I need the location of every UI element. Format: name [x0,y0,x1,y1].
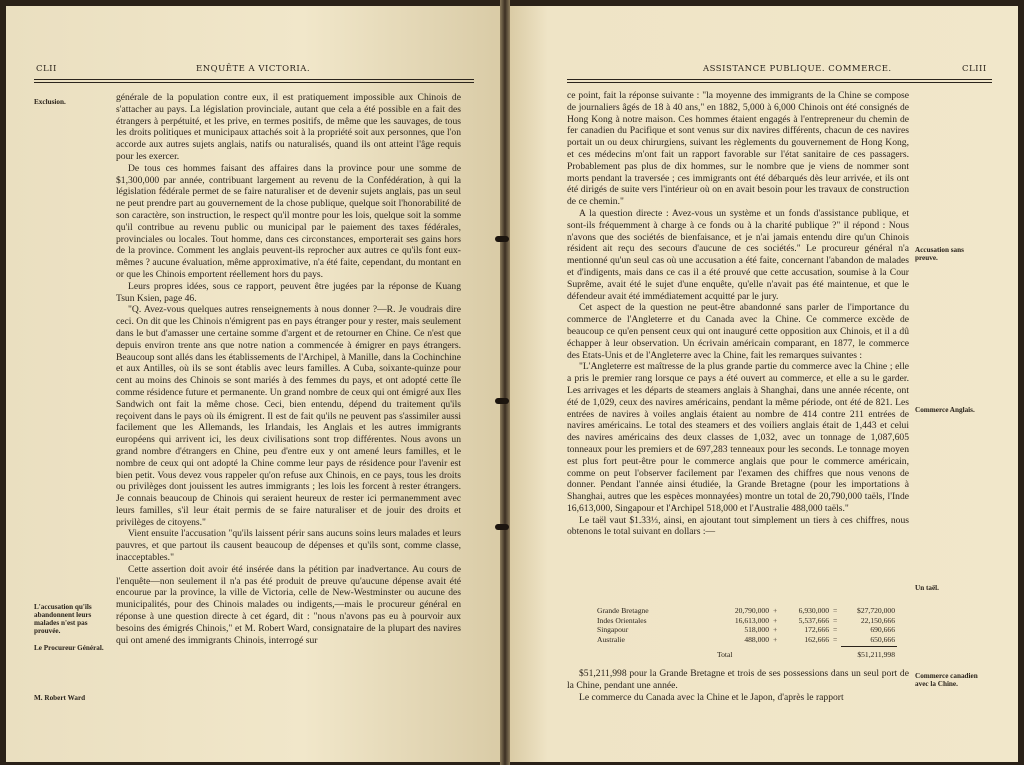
margin-note-ward: M. Robert Ward [34,694,86,702]
margin-note-tael: Un taël. [915,584,939,592]
right-body-text-top [567,90,909,600]
table-plus: + [773,634,778,644]
table-cell: $27,720,000 [857,606,895,615]
binding-hole [495,236,509,242]
paragraph: générale de la population contre eux, il est pratiquement impossible aux Chinois de s'attacher au pays. La législation provinciale, autant que cela a été possible en a fait des étrangers à perpétuité, et les prive, en termes positifs, de même que les sauvages, de tous les droits politiques et municipaux attachés soit à la propriété soit aux personnes, que l'on accorde aux autres sujets anglais, natifs ou naturalisés, quand ils ont atteint l'âge requis pour les exercer. [116,92,461,162]
paragraph: Vient ensuite l'accusation "qu'ils laissent périr sans aucuns soins leurs malades et leurs pauvres, et que partout ils causent beaucoup de dépenses et qu'ils sont, comme classe, inacceptables." [116,528,461,564]
table-equals: = [833,634,838,644]
book-gutter [500,0,510,765]
table-equals: = [833,625,838,634]
table-plus: + [773,606,778,615]
table-row [597,606,897,616]
paragraph: Leurs propres idées, sous ce rapport, peuvent être jugées par la réponse de Kuang Tsun Ksien, page 46. [116,280,461,304]
margin-note-commerce: Commerce Anglais. [915,406,975,414]
table-total-row [597,650,897,660]
table-label: Indes Orientales [597,615,647,625]
table-cell: 488,000 [744,634,769,644]
right-page-number: CLIII [962,64,987,74]
right-page [507,6,1018,762]
margin-note-exclusion: Exclusion. [34,98,66,106]
table-total-rule [841,646,897,647]
right-body-text-bottom [567,668,909,748]
table-cell: 690,666 [870,625,895,634]
paragraph-quote: "L'Angleterre est maîtresse de la plus grande partie du commerce avec la Chine ; elle a pris le premier rang lorsque ce pays a été ouvert au commerce, et elle a su le garder. Les arrivages et les départs de steamers anglais à Shanghai, dans une année récente, ont été de 1,029, ceux des navires américains, pendant la même période, ont été de 821. Les entrées de navires à voiles anglais étaient au nombre de 414 contre 211 entrées de navires américains. Le total des steamers et des voiliers anglais était de 1,443 et celui des navires américains des deux classes de 1,032, avec un tonnage de 1,087,605 tonneaux pour les premiers et de 697,283 tenneaux pour les seconds. Le tonnage moyen est plus fort peut-être pour le commerce anglais que pour le commerce américain, comme on peut l'observer facilement par l'examen des chiffres que nous venons de donner. Pendant l'année ainsi étudiée, la Grande Bretagne (pour les importations à Shanghai, autres que les espèces monnayées) montre un total de 20,790,000 taëls, l'Inde 16,613,000, Singapour et l'Archipel 518,000 et l'Australie 488,000 taëls." [567,361,909,514]
left-page-number: CLII [36,64,57,74]
margin-note-procureur: Le Procureur Général. [34,644,104,652]
right-running-head: ASSISTANCE PUBLIQUE. COMMERCE. [703,64,892,74]
table-row [597,635,897,645]
left-body-text [116,92,461,752]
table-total-label: Total [717,650,733,659]
paragraph: $51,211,998 pour la Grande Bretagne et trois de ses possessions dans un seul port de la Chine, pendant une année. [567,668,909,691]
left-header-rule-thin [34,82,474,83]
table-equals: = [833,615,838,625]
table-cell: 162,666 [804,634,829,644]
table-row [597,625,897,635]
paragraph: ce point, fait la réponse suivante : "la moyenne des immigrants de la Chine se compose de journaliers âgés de 18 à 40 ans," en 1882, 5,000 à 6,000 Chinois ont été consignés de Hong Kong à notre maison. Ces hommes étaient engagés à l'entrepreneur du chemin de fer canadien du Pacifique et sont venus sur dix navires différents, chacun de ces navires portait un ou deux chirurgiens, suivant les règlements du gouvernement de Hong Kong, et ces médecins m'ont fait un rapport favorable sur l'état sanitaire de ces passagers. Probablement pas plus de dix hommes, sur le nombre que je viens de nommer sont morts pendant la traversée ; ces immigrants ont été débarqués dès leur arrivée, et ils ont été dirigés de suite vers l'intérieur où on en avait besoin pour les travaux de construction de ce chemin." [567,90,909,208]
table-cell: 5,537,666 [798,615,829,625]
table-plus: + [773,625,778,634]
paragraph: Le taël vaut $1.33⅓, ainsi, en ajoutant tout simplement un tiers à ces chiffres, nous obtenons le total suivant en dollars :— [567,514,909,538]
binding-hole [495,524,509,530]
table-total-value: $51,211,998 [857,650,895,659]
right-header-rule [567,79,992,80]
left-header-rule [34,79,474,80]
table-label: Australie [597,634,625,644]
paragraph: A la question directe : Avez-vous un système et un fonds d'assistance publique, et sont-ils fréquemment à charge à ce fonds ou à la charité publique ?" il répond : Nous n'avons que des sociétés de bienfaisance, et je n'ai jamais entendu dire qu'un Chinois résident ait reçu des secours d'aucune de ces sociétés." Le procureur général n'a mentionné qu'un seul cas où une accusation a été faite, concernant l'abandon de malades et d'indigents, mais dans ce cas il a été prouvé que cette accusation, soumise à la Cour Suprême, avait été le sujet d'une enquête, qu'elle n'avait pas été maintenue, et que le défendeur avait été immédiatement acquitté par le jury. [567,207,909,302]
left-running-head: ENQUÊTE A VICTORIA. [196,64,311,74]
margin-note-accusation: L'accusation qu'ils abandonnent leurs malades n'est pas prouvée. [34,603,92,635]
paragraph-quote: "Q. Avez-vous quelques autres renseignements à nous donner ?—R. Je voudrais dire ceci. On dit que les Chinois n'émigrent pas en pays étranger pour y rester, mais seulement dans le but d'amasser une certaine somme d'argent et de retourner en Chine. Ce n'est que depuis environ trente ans que notre nation a commencée à émigrer en pays étrangers. Beaucoup sont allés dans les établissements de l'Archipel, à Manille, dans la Cochinchine et aux Antilles, où ils se sont établis avec leurs familles. A Cuba, soixante-quinze pour cent au moins des Chinois se sont mariés à des femmes du pays, et ont adopté cette île comme résidence future et permanente. Un grand nombre de ceux qui ont émigré aux Iles Sandwich ont fait la même chose. Ceci, bien entendu, dépend du traitement qu'ils reçoivent dans le pays où ils émigrent. Il est de fait qu'ils ne peuvent pas s'assimiler aussi facilement que les Allemands, les Irlandais, les Anglais et les autres immigrants européens qui arrivent ici, les deux civilisations sont trop différentes. Nous avons un grand nombre d'étrangers en Chine, peu d'entre eux y ont amené leurs familles, et le nombre de ceux qui ont adopté la Chine comme leur pays de résidence pour l'avenir est bien petit. Vous devez vous rappeler qu'on refuse aux Chinois, en ce pays, tous les droits ou privilèges dont jouissent les autres immigrants ; les lois les forcent à rester étrangers. Je connais beaucoup de Chinois qui seraient heureux de rester ici permanemment avec leurs familles, s'il leur était permis de se faire naturaliser et de jouir des droits et privilèges de citoyens." [116,304,461,528]
table-cell: 22,150,666 [860,615,895,625]
paragraph: Cet aspect de la question ne peut-être abandonné sans parler de l'importance du commerce de l'Angleterre et du Canada avec la Chine. Ce commerce excède de beaucoup ce qu'en pensent ceux qui ont inauguré cette opposition aux Chinois, et il a dû échapper à leur observation. Un écrivain américain comparant, en 1877, le commerce des Etats-Unis et de l'Angleterre avec la Chine, fait les remarques suivantes : [567,302,909,361]
left-page [6,6,503,762]
paragraph: Cette assertion doit avoir été insérée dans la pétition par inadvertance. Au cours de l'enquête—non seulement il n'a pas été produit de preuve qu'aucune dépense avait été encourue par la province, la ville de Victoria, celle de New-Westminster ou aucune des municipalités, pour des Chinois malades ou indigents,—mais le procureur général en réponse à une question directe à cet égard, dit : "nous n'avons pas eu à pourvoir aux besoins des émigrés Chinois," et M. Robert Ward, consignataire de la plupart des navires qui ont amené des immigrants Chinois, interrogé sur [116,563,461,646]
table-cell: 172,666 [804,625,829,634]
table-equals: = [833,606,838,615]
table-label: Grande Bretagne [597,606,649,615]
table-row [597,616,897,626]
table-plus: + [773,615,778,625]
right-header-rule-thin [567,82,992,83]
table-cell: 6,930,000 [798,606,829,615]
table-label: Singapour [597,625,629,634]
table-cell: 518,000 [744,625,769,634]
paragraph: De tous ces hommes faisant des affaires dans la province pour une somme de $1,300,000 par année, contribuant largement au revenu de la Confédération, à qui la législation fédérale permet de se faire naturaliser et de devenir sujets anglais, pas un seul ne peut prendre part au gouvernement de la chose publique, quelque soit l'honorabilité de son caractère, son instruction, le respect qu'il montre pour les lois, quelque soit la somme qu'il contribue au revenu public ou municipal par le paiement des taxes fédérales, provinciales ou locales. Tout homme, dans ces circonstances, emporterait ses gains hors de la province. Comment les anglais peuvent-ils reprocher aux autres ce qu'ils font eux-mêmes ? aucune évaluation, même approximative, n'a été faite, cependant, du montant en or que les Chinois emportent réellement hors du pays. [116,162,461,280]
margin-note-assistance: Accusation sans preuve. [915,246,964,262]
paragraph: Le commerce du Canada avec la Chine et le Japon, d'après le rapport [579,691,844,703]
margin-note-canadien: Commerce canadien avec la Chine. [915,672,978,688]
table-cell: 650,666 [870,634,895,644]
table-cell: 20,790,000 [734,606,769,615]
table-cell: 16,613,000 [734,615,769,625]
binding-hole [495,398,509,404]
